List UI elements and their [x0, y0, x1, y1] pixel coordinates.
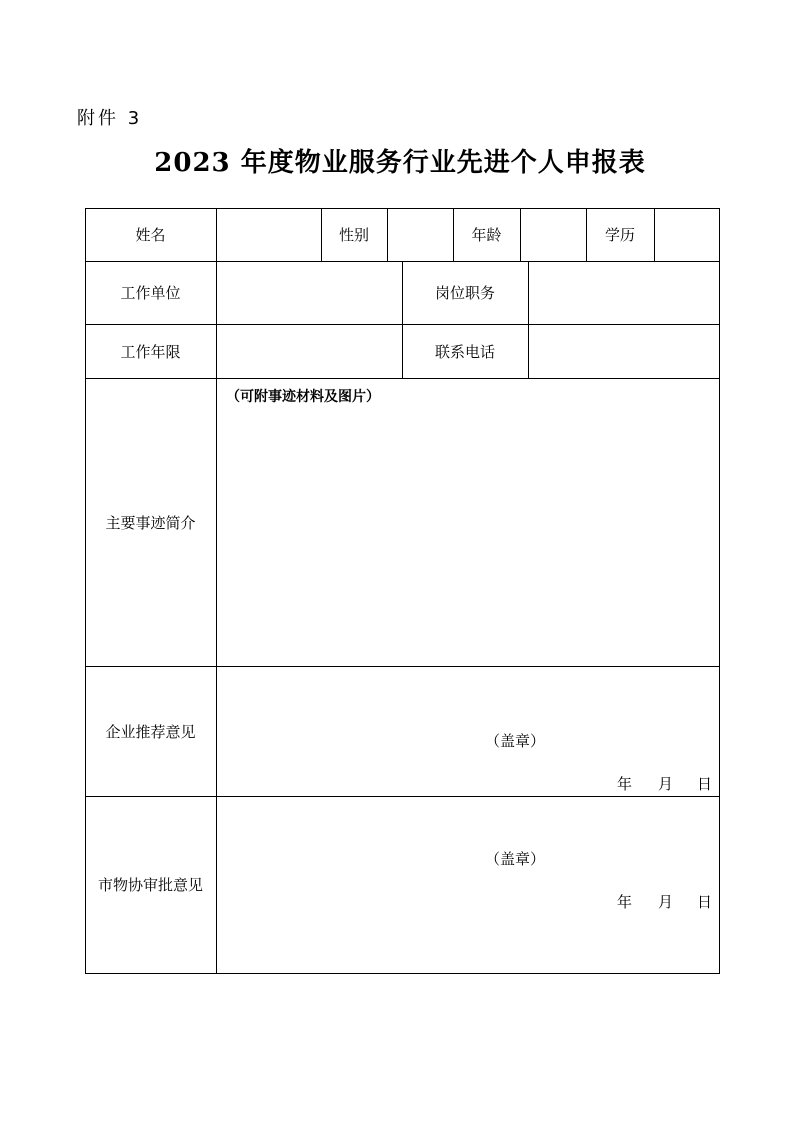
city-opinion-label: 市物协审批意见 — [97, 876, 203, 894]
enterprise-date-day: 日 — [697, 775, 713, 793]
work-unit-label: 工作单位 — [120, 284, 181, 302]
main-deeds-note: （可附事迹材料及图片） — [226, 389, 380, 405]
phone-field[interactable] — [528, 324, 719, 378]
gender-label: 性别 — [338, 226, 369, 244]
enterprise-date-year: 年 — [617, 775, 633, 793]
position-label: 岗位职务 — [434, 284, 495, 302]
page-title: 2023 年度物业服务行业先进个人申报表 — [154, 148, 646, 178]
age-field[interactable] — [520, 208, 586, 261]
age-label: 年龄 — [471, 226, 502, 244]
education-label: 学历 — [604, 226, 635, 244]
position-field[interactable] — [528, 261, 719, 324]
gender-field[interactable] — [387, 208, 453, 261]
work-years-label: 工作年限 — [120, 342, 181, 361]
education-field[interactable] — [654, 208, 719, 261]
city-seal-text: （盖章） — [485, 850, 546, 868]
enterprise-opinion-label: 企业推荐意见 — [105, 722, 196, 741]
work-years-field[interactable] — [216, 324, 402, 378]
work-unit-field[interactable] — [216, 261, 402, 324]
name-field[interactable] — [216, 208, 321, 261]
main-deeds-field[interactable] — [216, 405, 719, 666]
city-date-month: 月 — [658, 893, 674, 911]
enterprise-date-month: 月 — [658, 775, 674, 793]
table-border-bottom — [85, 973, 720, 974]
table-border-right — [719, 208, 720, 974]
phone-label: 联系电话 — [434, 342, 495, 361]
city-date-day: 日 — [697, 893, 713, 911]
city-date-year: 年 — [617, 893, 633, 911]
attachment-label: 附件 3 — [77, 108, 143, 129]
name-label: 姓名 — [135, 226, 166, 244]
enterprise-seal-text: （盖章） — [485, 732, 546, 750]
main-deeds-label: 主要事迹简介 — [105, 513, 196, 532]
